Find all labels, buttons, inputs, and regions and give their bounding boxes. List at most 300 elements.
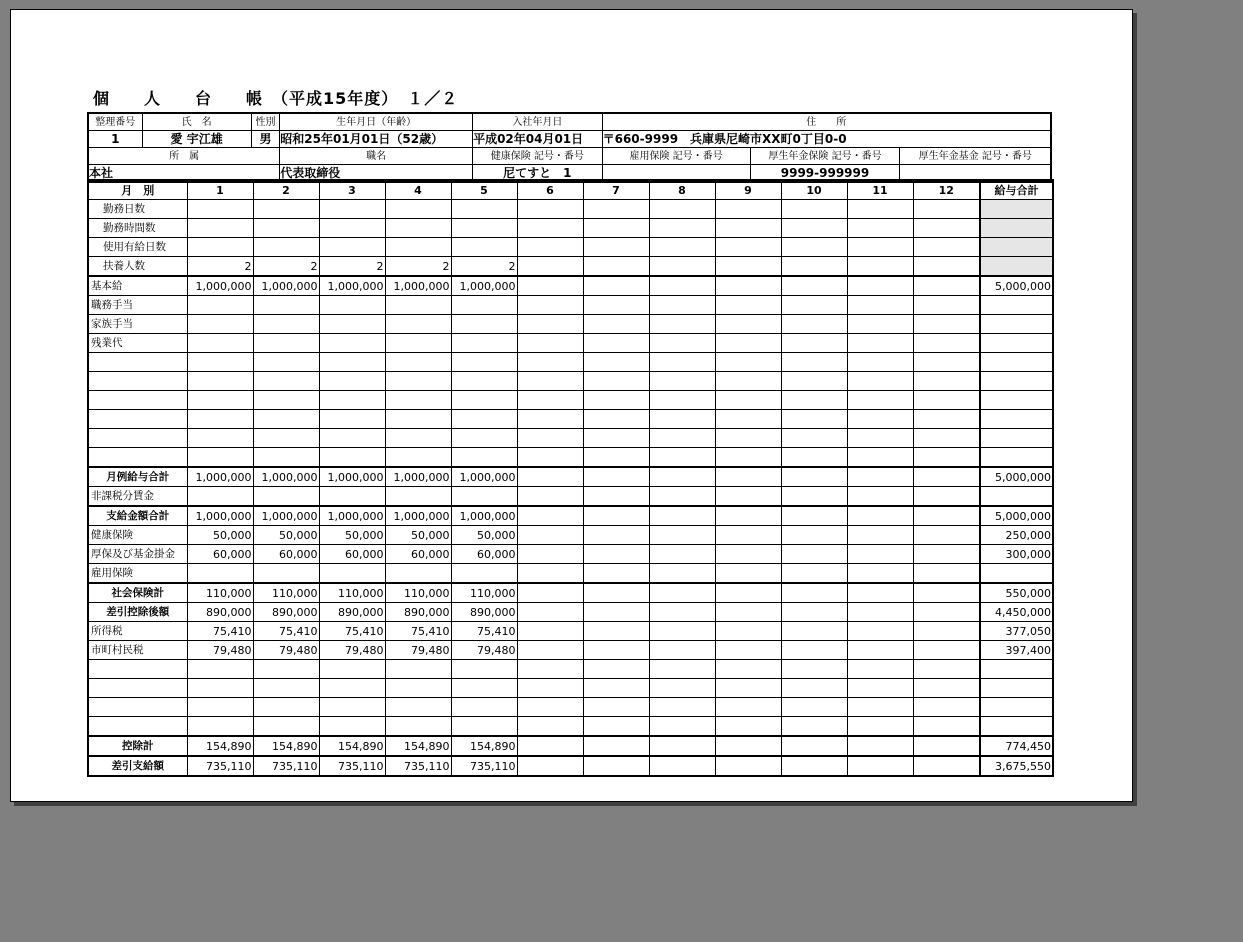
cell-month-12	[913, 487, 980, 507]
cell-month-9	[715, 448, 781, 468]
cell-month-7	[583, 660, 649, 679]
cell-month-9	[715, 296, 781, 315]
cell-month-8	[649, 603, 715, 622]
health-insurance-value: 尼てすと 1	[473, 165, 603, 183]
row-label: 家族手当	[88, 315, 187, 334]
cell-month-6	[517, 257, 583, 277]
cell-month-8	[649, 564, 715, 584]
cell-month-5	[451, 698, 517, 717]
cell-month-3	[319, 391, 385, 410]
table-row	[88, 583, 1053, 603]
cell-month-6	[517, 429, 583, 448]
table-row	[88, 296, 1053, 315]
cell-total	[980, 238, 1053, 257]
row-label: 市町村民税	[88, 641, 187, 660]
cell-month-10	[781, 467, 847, 487]
row-label: 厚保及び基金掛金	[88, 545, 187, 564]
cell-month-4: 110,000	[385, 583, 451, 603]
cell-month-1: 154,890	[187, 736, 253, 756]
cell-month-7	[583, 315, 649, 334]
cell-month-12	[913, 736, 980, 756]
cell-month-6	[517, 603, 583, 622]
table-row	[88, 200, 1053, 219]
cell-month-9	[715, 545, 781, 564]
cell-month-4	[385, 315, 451, 334]
cell-month-1: 79,480	[187, 641, 253, 660]
cell-month-12	[913, 660, 980, 679]
cell-month-8	[649, 315, 715, 334]
cell-month-4	[385, 698, 451, 717]
cell-month-9	[715, 583, 781, 603]
label-job-title: 職名	[280, 148, 473, 165]
cell-month-10	[781, 353, 847, 372]
table-row	[88, 467, 1053, 487]
cell-month-2: 50,000	[253, 526, 319, 545]
cell-month-9	[715, 526, 781, 545]
cell-month-6	[517, 506, 583, 526]
cell-month-10	[781, 583, 847, 603]
cell-month-5	[451, 448, 517, 468]
cell-month-5	[451, 717, 517, 737]
cell-total	[980, 200, 1053, 219]
row-label: 差引控除後額	[88, 603, 187, 622]
table-row	[88, 448, 1053, 468]
cell-month-12	[913, 276, 980, 296]
cell-month-1: 1,000,000	[187, 467, 253, 487]
cell-month-1	[187, 564, 253, 584]
cell-total: 377,050	[980, 622, 1053, 641]
cell-month-3: 154,890	[319, 736, 385, 756]
cell-month-11	[847, 545, 913, 564]
cell-month-3	[319, 200, 385, 219]
cell-month-6	[517, 717, 583, 737]
label-gender: 性別	[251, 113, 280, 131]
cell-month-6	[517, 526, 583, 545]
cell-month-11	[847, 756, 913, 776]
cell-month-7	[583, 717, 649, 737]
cell-month-7	[583, 526, 649, 545]
document-title: 個 人 台 帳 （平成15年度） １／２	[93, 89, 459, 108]
cell-month-2	[253, 448, 319, 468]
payroll-rows	[88, 200, 1053, 777]
cell-month-1: 75,410	[187, 622, 253, 641]
cell-month-9	[715, 334, 781, 353]
cell-month-5: 75,410	[451, 622, 517, 641]
cell-month-9	[715, 717, 781, 737]
cell-month-9	[715, 353, 781, 372]
total-header: 給与合計	[980, 180, 1053, 200]
cell-month-11	[847, 660, 913, 679]
cell-month-6	[517, 698, 583, 717]
cell-month-4	[385, 391, 451, 410]
cell-month-12	[913, 698, 980, 717]
cell-month-4	[385, 487, 451, 507]
cell-month-9	[715, 257, 781, 277]
row-label: 基本給	[88, 276, 187, 296]
cell-month-4: 2	[385, 257, 451, 277]
cell-month-11	[847, 698, 913, 717]
cell-month-11	[847, 603, 913, 622]
cell-month-3	[319, 372, 385, 391]
cell-month-6	[517, 448, 583, 468]
row-label	[88, 717, 187, 737]
cell-month-6	[517, 334, 583, 353]
cell-month-9	[715, 679, 781, 698]
cell-month-2	[253, 429, 319, 448]
row-label: 職務手当	[88, 296, 187, 315]
cell-total	[980, 219, 1053, 238]
cell-month-10	[781, 506, 847, 526]
cell-month-5	[451, 296, 517, 315]
cell-month-12	[913, 257, 980, 277]
cell-month-5: 890,000	[451, 603, 517, 622]
cell-month-6	[517, 410, 583, 429]
cell-month-12	[913, 622, 980, 641]
cell-total	[980, 257, 1053, 277]
cell-month-6	[517, 622, 583, 641]
cell-month-12	[913, 315, 980, 334]
cell-month-8	[649, 641, 715, 660]
cell-total: 5,000,000	[980, 506, 1053, 526]
cell-month-2: 1,000,000	[253, 467, 319, 487]
cell-month-4	[385, 679, 451, 698]
cell-month-8	[649, 506, 715, 526]
cell-month-11	[847, 391, 913, 410]
cell-month-9	[715, 467, 781, 487]
cell-month-4	[385, 200, 451, 219]
table-row	[88, 564, 1053, 584]
cell-month-4: 154,890	[385, 736, 451, 756]
month-header-6: 6	[517, 180, 583, 200]
cell-month-1	[187, 353, 253, 372]
cell-month-12	[913, 506, 980, 526]
cell-month-8	[649, 200, 715, 219]
cell-month-5: 1,000,000	[451, 467, 517, 487]
cell-month-8	[649, 448, 715, 468]
cell-total	[980, 315, 1053, 334]
cell-month-5: 2	[451, 257, 517, 277]
label-department: 所 属	[88, 148, 280, 165]
cell-month-6	[517, 736, 583, 756]
cell-month-6	[517, 315, 583, 334]
cell-month-2: 110,000	[253, 583, 319, 603]
cell-month-5: 154,890	[451, 736, 517, 756]
cell-month-6	[517, 467, 583, 487]
cell-month-12	[913, 334, 980, 353]
table-row	[88, 353, 1053, 372]
cell-month-11	[847, 257, 913, 277]
cell-month-7	[583, 467, 649, 487]
cell-month-12	[913, 296, 980, 315]
cell-month-10	[781, 429, 847, 448]
cell-month-4	[385, 564, 451, 584]
month-header-row	[88, 180, 1053, 200]
label-name: 氏 名	[142, 113, 251, 131]
cell-total: 5,000,000	[980, 467, 1053, 487]
cell-month-12	[913, 717, 980, 737]
cell-month-8	[649, 756, 715, 776]
month-header-12: 12	[913, 180, 980, 200]
table-row	[88, 698, 1053, 717]
cell-month-12	[913, 603, 980, 622]
cell-month-8	[649, 679, 715, 698]
cell-month-7	[583, 334, 649, 353]
employee-address: 〒660-9999 兵庫県尼崎市XX町0丁目0-0	[602, 131, 1051, 148]
month-header-9: 9	[715, 180, 781, 200]
cell-month-3	[319, 679, 385, 698]
row-label	[88, 679, 187, 698]
cell-month-7	[583, 545, 649, 564]
cell-month-3	[319, 315, 385, 334]
cell-month-5	[451, 564, 517, 584]
cell-month-2: 1,000,000	[253, 276, 319, 296]
row-label: 月例給与合計	[88, 467, 187, 487]
cell-month-9	[715, 410, 781, 429]
row-label	[88, 391, 187, 410]
cell-total	[980, 679, 1053, 698]
cell-month-11	[847, 564, 913, 584]
cell-month-4: 1,000,000	[385, 506, 451, 526]
cell-month-10	[781, 660, 847, 679]
cell-month-11	[847, 276, 913, 296]
cell-month-2	[253, 660, 319, 679]
label-employment-insurance: 雇用保険 記号・番号	[602, 148, 750, 165]
cell-month-12	[913, 756, 980, 776]
row-label	[88, 660, 187, 679]
table-row	[88, 257, 1053, 277]
cell-total	[980, 353, 1053, 372]
table-row	[88, 660, 1053, 679]
cell-month-3: 1,000,000	[319, 467, 385, 487]
cell-month-6	[517, 353, 583, 372]
cell-month-3	[319, 564, 385, 584]
cell-month-8	[649, 238, 715, 257]
cell-month-10	[781, 641, 847, 660]
month-header-1: 1	[187, 180, 253, 200]
table-row	[88, 622, 1053, 641]
cell-month-11	[847, 334, 913, 353]
cell-total	[980, 660, 1053, 679]
cell-total: 250,000	[980, 526, 1053, 545]
job-title-value: 代表取締役	[280, 165, 473, 183]
row-label: 勤務日数	[88, 200, 187, 219]
cell-month-8	[649, 717, 715, 737]
cell-month-7	[583, 487, 649, 507]
month-header-2: 2	[253, 180, 319, 200]
cell-month-10	[781, 391, 847, 410]
cell-month-1	[187, 334, 253, 353]
row-label: 差引支給額	[88, 756, 187, 776]
cell-month-6	[517, 564, 583, 584]
cell-month-7	[583, 506, 649, 526]
cell-month-11	[847, 372, 913, 391]
row-label: 健康保険	[88, 526, 187, 545]
cell-month-12	[913, 448, 980, 468]
employee-name: 愛 宇江雄	[142, 131, 251, 148]
cell-month-12	[913, 545, 980, 564]
cell-month-2	[253, 679, 319, 698]
cell-month-11	[847, 736, 913, 756]
cell-month-3: 735,110	[319, 756, 385, 776]
cell-month-6	[517, 391, 583, 410]
cell-month-1	[187, 391, 253, 410]
cell-month-8	[649, 429, 715, 448]
cell-month-10	[781, 296, 847, 315]
table-row	[88, 429, 1053, 448]
month-header-8: 8	[649, 180, 715, 200]
cell-month-5: 1,000,000	[451, 276, 517, 296]
cell-month-1	[187, 660, 253, 679]
cell-month-7	[583, 219, 649, 238]
cell-month-4: 890,000	[385, 603, 451, 622]
cell-month-9	[715, 391, 781, 410]
cell-month-10	[781, 698, 847, 717]
cell-month-6	[517, 219, 583, 238]
cell-month-7	[583, 583, 649, 603]
cell-month-5: 735,110	[451, 756, 517, 776]
cell-month-8	[649, 487, 715, 507]
cell-month-10	[781, 410, 847, 429]
table-row	[88, 736, 1053, 756]
cell-month-2	[253, 334, 319, 353]
cell-month-6	[517, 238, 583, 257]
cell-month-8	[649, 622, 715, 641]
month-header-5: 5	[451, 180, 517, 200]
monthly-payroll-table	[87, 179, 1054, 777]
cell-total	[980, 564, 1053, 584]
cell-month-7	[583, 641, 649, 660]
cell-month-12	[913, 219, 980, 238]
employee-birthdate: 昭和25年01月01日（52歳）	[280, 131, 473, 148]
cell-month-11	[847, 679, 913, 698]
employee-header-table	[87, 112, 1052, 183]
cell-month-10	[781, 717, 847, 737]
cell-month-3	[319, 334, 385, 353]
cell-month-3: 1,000,000	[319, 276, 385, 296]
label-hire-date: 入社年月日	[473, 113, 603, 131]
cell-month-3: 110,000	[319, 583, 385, 603]
table-row	[88, 334, 1053, 353]
cell-month-3	[319, 487, 385, 507]
cell-month-1	[187, 429, 253, 448]
cell-month-4: 79,480	[385, 641, 451, 660]
cell-month-9	[715, 603, 781, 622]
cell-month-3	[319, 717, 385, 737]
table-row	[88, 487, 1053, 507]
row-label: 社会保険計	[88, 583, 187, 603]
month-header-3: 3	[319, 180, 385, 200]
cell-month-9	[715, 736, 781, 756]
cell-month-1	[187, 717, 253, 737]
cell-month-7	[583, 698, 649, 717]
cell-month-4: 1,000,000	[385, 276, 451, 296]
cell-month-10	[781, 219, 847, 238]
row-label	[88, 372, 187, 391]
cell-month-5	[451, 679, 517, 698]
cell-month-1	[187, 296, 253, 315]
cell-month-11	[847, 315, 913, 334]
cell-month-7	[583, 372, 649, 391]
cell-month-4	[385, 448, 451, 468]
cell-month-7	[583, 391, 649, 410]
cell-month-3: 2	[319, 257, 385, 277]
cell-month-4: 1,000,000	[385, 467, 451, 487]
cell-month-4	[385, 334, 451, 353]
cell-month-3	[319, 429, 385, 448]
cell-month-4	[385, 296, 451, 315]
cell-month-3: 50,000	[319, 526, 385, 545]
cell-total: 4,450,000	[980, 603, 1053, 622]
cell-month-5: 60,000	[451, 545, 517, 564]
cell-month-12	[913, 526, 980, 545]
cell-month-5	[451, 372, 517, 391]
cell-month-4	[385, 353, 451, 372]
table-row	[88, 679, 1053, 698]
cell-month-8	[649, 372, 715, 391]
cell-total	[980, 698, 1053, 717]
employee-gender: 男	[251, 131, 280, 148]
cell-month-2	[253, 372, 319, 391]
cell-month-1	[187, 679, 253, 698]
table-row	[88, 276, 1053, 296]
cell-month-4	[385, 717, 451, 737]
cell-month-5: 50,000	[451, 526, 517, 545]
cell-total	[980, 487, 1053, 507]
cell-month-5	[451, 391, 517, 410]
cell-month-1: 110,000	[187, 583, 253, 603]
cell-month-7	[583, 736, 649, 756]
cell-month-6	[517, 296, 583, 315]
cell-month-8	[649, 583, 715, 603]
cell-month-2	[253, 410, 319, 429]
cell-month-2	[253, 353, 319, 372]
cell-month-10	[781, 603, 847, 622]
cell-month-7	[583, 353, 649, 372]
cell-month-7	[583, 622, 649, 641]
table-row	[88, 238, 1053, 257]
cell-month-10	[781, 448, 847, 468]
cell-month-7	[583, 603, 649, 622]
cell-month-10	[781, 736, 847, 756]
row-label: 扶養人数	[88, 257, 187, 277]
cell-month-10	[781, 545, 847, 564]
cell-month-1	[187, 410, 253, 429]
cell-month-1: 50,000	[187, 526, 253, 545]
cell-month-8	[649, 410, 715, 429]
row-label: 使用有給日数	[88, 238, 187, 257]
cell-month-2	[253, 717, 319, 737]
cell-month-5: 1,000,000	[451, 506, 517, 526]
cell-month-1: 1,000,000	[187, 506, 253, 526]
cell-month-7	[583, 238, 649, 257]
table-row	[88, 717, 1053, 737]
label-birthdate: 生年月日（年齢）	[280, 113, 473, 131]
cell-month-2	[253, 564, 319, 584]
cell-month-4	[385, 238, 451, 257]
cell-month-10	[781, 334, 847, 353]
cell-month-12	[913, 238, 980, 257]
cell-month-9	[715, 200, 781, 219]
cell-month-2: 1,000,000	[253, 506, 319, 526]
cell-month-11	[847, 353, 913, 372]
month-header-4: 4	[385, 180, 451, 200]
cell-total	[980, 410, 1053, 429]
cell-month-6	[517, 756, 583, 776]
cell-month-2	[253, 296, 319, 315]
cell-month-9	[715, 756, 781, 776]
cell-month-11	[847, 238, 913, 257]
cell-month-3	[319, 698, 385, 717]
